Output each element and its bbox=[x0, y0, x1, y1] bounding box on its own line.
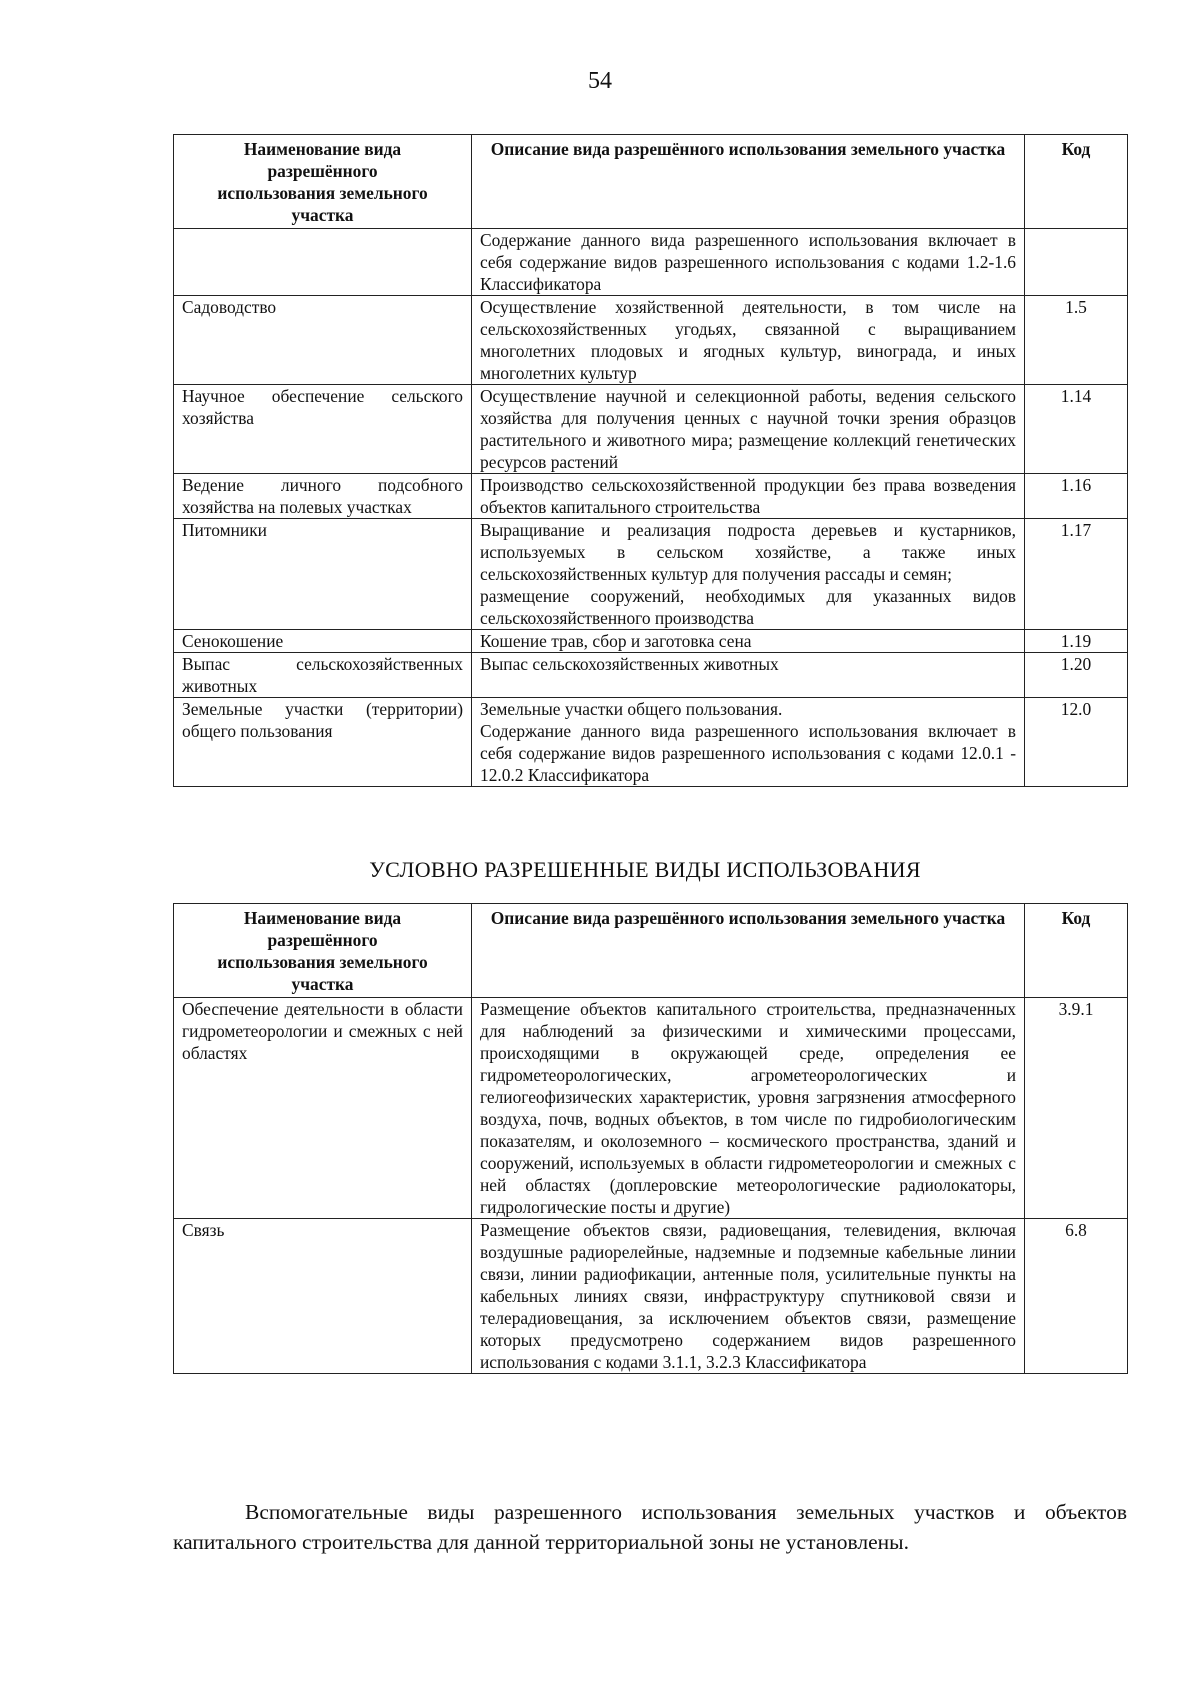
row-description bbox=[472, 998, 1025, 1219]
permitted-uses-table bbox=[173, 134, 1128, 787]
header-name: Наименование вида разрешённого использования земельного участка bbox=[174, 135, 472, 229]
row-code: 3.9.1 bbox=[1025, 998, 1128, 1219]
description-paragraph: Размещение объектов капитального строительства, предназначенных для наблюдений за физическими и химическими процессами, происходящими в окружающей среде, определения ее гидрометеорологических, агрометеорологических и гелиогеофизических характеристик, уровня загрязнения атмосферного воздуха, почв, водных объектов, в том числе по гидробиологическим показателям, и околоземного – космического пространства, зданий и сооружений, используемых в области гидрометеорологии и смежных с ней областях (доплеровские метеорологические радиолокаторы, гидрологические посты и другие) bbox=[480, 999, 1016, 1217]
row-description bbox=[472, 296, 1025, 385]
table-row bbox=[174, 698, 1128, 787]
description-paragraph: размещение сооружений, необходимых для указанных видов сельскохозяйственного производства bbox=[480, 586, 1016, 628]
footer-paragraph: Вспомогательные виды разрешенного использования земельных участков и объектов капитального строительства для данной территориальной зоны не установлены. bbox=[173, 1500, 1127, 1554]
row-code: 6.8 bbox=[1025, 1219, 1128, 1374]
row-code: 1.20 bbox=[1025, 653, 1128, 698]
description-paragraph: Размещение объектов связи, радиовещания, телевидения, включая воздушные радиорелейные, надземные и подземные кабельные линии связи, линии радиофикации, антенные поля, усилительные пункты на кабельных линиях связи, инфраструктуру спутниковой связи и телерадиовещания, за исключением объектов связи, размещение которых предусмотрено содержанием видов разрешенного использования с кодами 3.1.1, 3.2.3 Классификатора bbox=[480, 1220, 1016, 1372]
table-header-row bbox=[174, 904, 1128, 998]
row-code: 1.17 bbox=[1025, 519, 1128, 630]
row-name: Земельные участки (территории) общего пользования bbox=[174, 698, 472, 787]
description-paragraph: Выпас сельскохозяйственных животных bbox=[480, 654, 779, 674]
row-name: Сенокошение bbox=[174, 630, 472, 653]
description-paragraph: Кошение трав, сбор и заготовка сена bbox=[480, 631, 752, 651]
description-paragraph: Осуществление хозяйственной деятельности, в том числе на сельскохозяйственных угодьях, связанной с выращиванием многолетних плодовых и ягодных культур, винограда, и иных многолетних культур bbox=[480, 297, 1016, 383]
table-row bbox=[174, 229, 1128, 296]
row-name: Обеспечение деятельности в области гидрометеорологии и смежных с ней областях bbox=[174, 998, 472, 1219]
row-description bbox=[472, 385, 1025, 474]
row-description bbox=[472, 519, 1025, 630]
table-row bbox=[174, 653, 1128, 698]
header-code: Код bbox=[1025, 904, 1128, 998]
page-number: 54 bbox=[588, 68, 612, 94]
row-name bbox=[174, 229, 472, 296]
description-paragraph: Содержание данного вида разрешенного использования включает в себя содержание видов разрешенного использования с кодами 1.2-1.6 Классификатора bbox=[480, 230, 1016, 294]
table-row bbox=[174, 296, 1128, 385]
table-header-row bbox=[174, 135, 1128, 229]
row-name: Связь bbox=[174, 1219, 472, 1374]
permitted-uses-body bbox=[174, 229, 1128, 787]
row-name: Выпас сельскохозяйственных животных bbox=[174, 653, 472, 698]
row-code: 1.5 bbox=[1025, 296, 1128, 385]
row-description bbox=[472, 474, 1025, 519]
row-code: 1.16 bbox=[1025, 474, 1128, 519]
row-description bbox=[472, 630, 1025, 653]
row-description bbox=[472, 698, 1025, 787]
description-paragraph: Производство сельскохозяйственной продукции без права возведения объектов капитального строительства bbox=[480, 475, 1016, 517]
header-description: Описание вида разрешённого использования земельного участка bbox=[472, 135, 1025, 229]
table-row bbox=[174, 998, 1128, 1219]
description-paragraph: Земельные участки общего пользования. bbox=[480, 699, 783, 719]
description-paragraph: Выращивание и реализация подроста деревьев и кустарников, используемых в сельском хозяйстве, а также иных сельскохозяйственных культур для получения рассады и семян; bbox=[480, 520, 1016, 584]
row-name: Питомники bbox=[174, 519, 472, 630]
header-description: Описание вида разрешённого использования земельного участка bbox=[472, 904, 1025, 998]
table-row bbox=[174, 519, 1128, 630]
row-name: Садоводство bbox=[174, 296, 472, 385]
row-description bbox=[472, 653, 1025, 698]
row-code: 12.0 bbox=[1025, 698, 1128, 787]
table-row bbox=[174, 385, 1128, 474]
conditional-section-title: УСЛОВНО РАЗРЕШЕННЫЕ ВИДЫ ИСПОЛЬЗОВАНИЯ bbox=[369, 857, 921, 882]
conditional-uses-body bbox=[174, 998, 1128, 1374]
row-code bbox=[1025, 229, 1128, 296]
header-code: Код bbox=[1025, 135, 1128, 229]
table-row bbox=[174, 474, 1128, 519]
row-name: Ведение личного подсобного хозяйства на полевых участках bbox=[174, 474, 472, 519]
description-paragraph: Содержание данного вида разрешенного использования включает в себя содержание видов разрешенного использования с кодами 12.0.1 - 12.0.2 Классификатора bbox=[480, 721, 1016, 785]
conditional-uses-table bbox=[173, 903, 1128, 1374]
row-description bbox=[472, 1219, 1025, 1374]
table-row bbox=[174, 630, 1128, 653]
row-code: 1.14 bbox=[1025, 385, 1128, 474]
description-paragraph: Осуществление научной и селекционной работы, ведения сельского хозяйства для получения ценных с научной точки зрения образцов растительного и животного мира; размещение коллекций генетических ресурсов растений bbox=[480, 386, 1016, 472]
row-description bbox=[472, 229, 1025, 296]
row-name: Научное обеспечение сельского хозяйства bbox=[174, 385, 472, 474]
header-name: Наименование вида разрешённого использования земельного участка bbox=[174, 904, 472, 998]
table-row bbox=[174, 1219, 1128, 1374]
row-code: 1.19 bbox=[1025, 630, 1128, 653]
